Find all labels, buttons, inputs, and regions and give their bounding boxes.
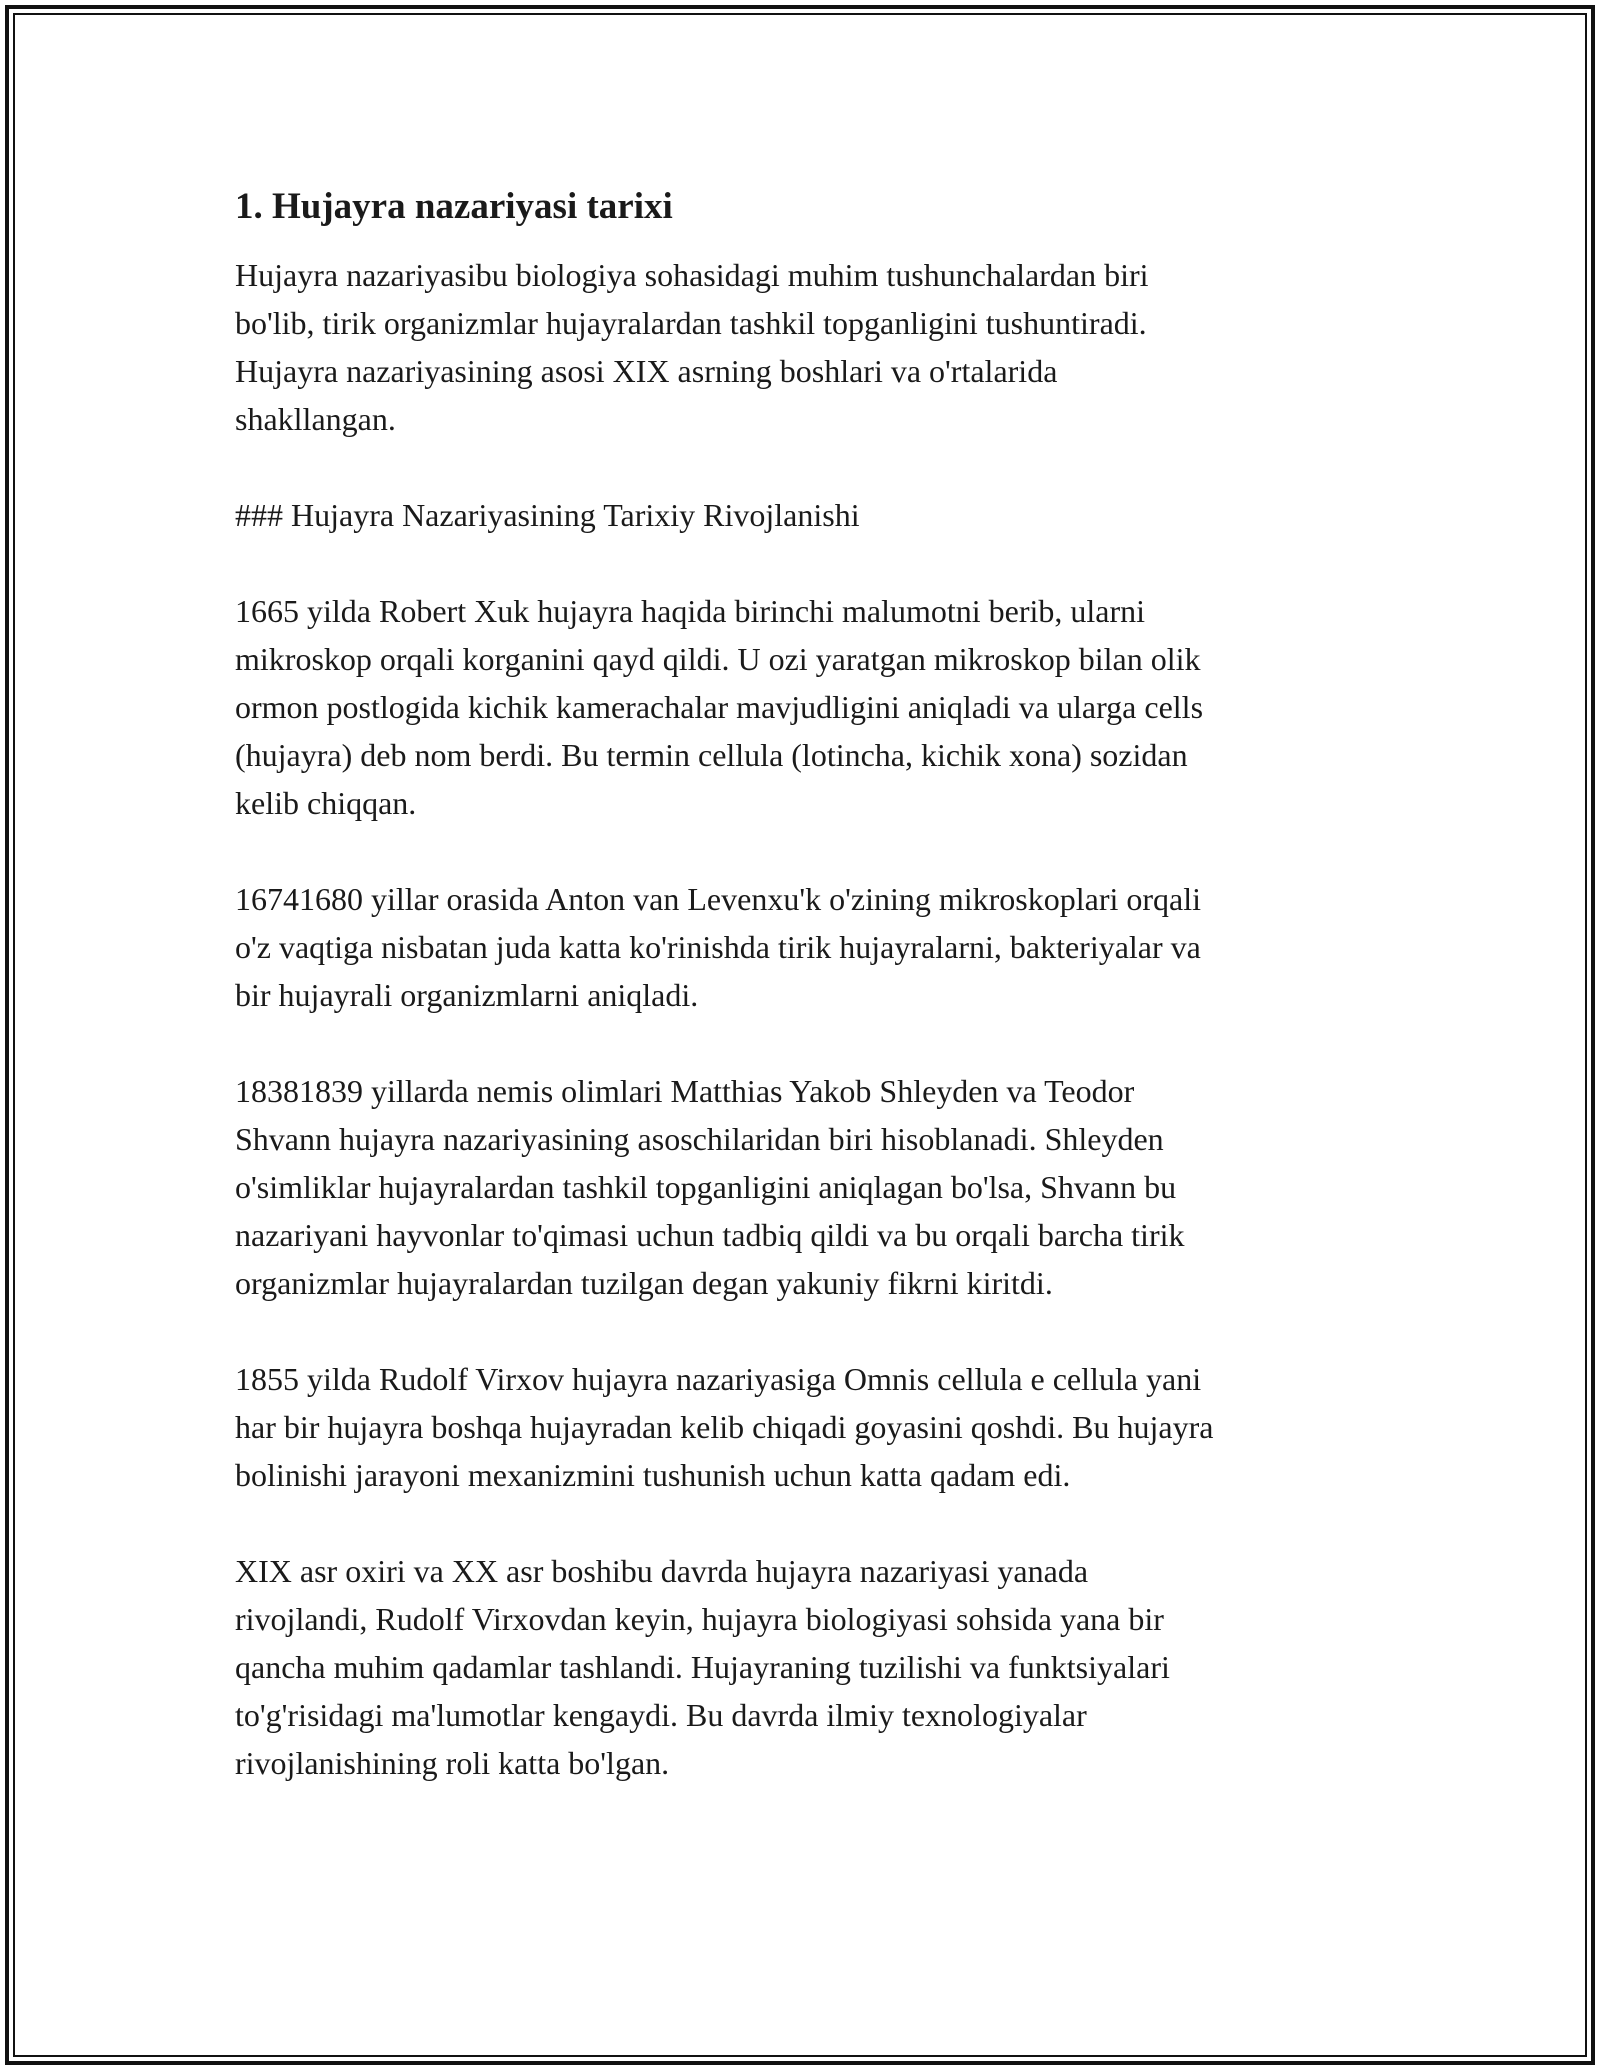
paragraph-line: XIX asr oxiri va XX asr boshibu davrda hujayra nazariyasi yanada: [235, 1553, 1089, 1589]
document-title: 1. Hujayra nazariyasi tarixi: [235, 186, 673, 227]
paragraph-line: qancha muhim qadamlar tashlandi. Hujayraning tuzilishi va funktsiyalari: [235, 1649, 1170, 1685]
paragraph-line: to'g'risidagi ma'lumotlar kengaydi. Bu davrda ilmiy texnologiyalar: [235, 1697, 1087, 1733]
paragraph-line: ### Hujayra Nazariyasining Tarixiy Rivojlanishi: [235, 497, 860, 533]
paragraph-line: mikroskop orqali korganini qayd qildi. U ozi yaratgan mikroskop bilan olik: [235, 641, 1201, 677]
paragraph-line: ormon postlogida kichik kamerachalar mavjudligini aniqladi va ularga cells: [235, 689, 1204, 725]
paragraph: [235, 1067, 1375, 1307]
paragraph-line: bolinishi jarayoni mexanizmini tushunish uchun katta qadam edi.: [235, 1457, 1071, 1493]
paragraph-line: Hujayra nazariyasining asosi XIX asrning boshlari va o'rtalarida: [235, 353, 1058, 389]
paragraph: [235, 491, 1375, 539]
paragraph-line: rivojlanishining roli katta bo'lgan.: [235, 1745, 670, 1781]
paragraph-line: bir hujayrali organizmlarni aniqladi.: [235, 977, 699, 1013]
paragraph: [235, 1355, 1375, 1499]
paragraph-line: kelib chiqqan.: [235, 785, 417, 821]
paragraph: [235, 1547, 1375, 1787]
paragraph-line: rivojlandi, Rudolf Virxovdan keyin, hujayra biologiyasi sohsida yana bir: [235, 1601, 1164, 1637]
paragraph-line: 1665 yilda Robert Xuk hujayra haqida birinchi malumotni berib, ularni: [235, 593, 1146, 629]
paragraph-line: 18381839 yillarda nemis olimlari Matthias Yakob Shleyden va Teodor: [235, 1073, 1135, 1109]
paragraph-line: (hujayra) deb nom berdi. Bu termin cellula (lotincha, kichik xona) sozidan: [235, 737, 1188, 773]
paragraph-line: 16741680 yillar orasida Anton van Levenxu'k o'zining mikroskoplari orqali: [235, 881, 1202, 917]
paragraph-list: [235, 251, 1375, 1787]
paragraph-line: har bir hujayra boshqa hujayradan kelib chiqadi goyasini qoshdi. Bu hujayra: [235, 1409, 1214, 1445]
paragraph-line: organizmlar hujayralardan tuzilgan degan yakuniy fikrni kiritdi.: [235, 1265, 1053, 1301]
paragraph: [235, 251, 1375, 443]
paragraph-line: Shvann hujayra nazariyasining asoschilaridan biri hisoblanadi. Shleyden: [235, 1121, 1164, 1157]
paragraph-line: shakllangan.: [235, 401, 396, 437]
paragraph-line: o'z vaqtiga nisbatan juda katta ko'rinishda tirik hujayralarni, bakteriyalar va: [235, 929, 1201, 965]
paragraph-line: nazariyani hayvonlar to'qimasi uchun tadbiq qildi va bu orqali barcha tirik: [235, 1217, 1185, 1253]
paragraph: [235, 587, 1375, 827]
paragraph-line: o'simliklar hujayralardan tashkil topganligini aniqlagan bo'lsa, Shvann bu: [235, 1169, 1177, 1205]
document-body: [235, 183, 1375, 1835]
paragraph: [235, 875, 1375, 1019]
paragraph-line: bo'lib, tirik organizmlar hujayralardan tashkil topganligini tushuntiradi.: [235, 305, 1147, 341]
paragraph-line: 1855 yilda Rudolf Virxov hujayra nazariyasiga Omnis cellula e cellula yani: [235, 1361, 1202, 1397]
paragraph-line: Hujayra nazariyasibu biologiya sohasidagi muhim tushunchalardan biri: [235, 257, 1149, 293]
